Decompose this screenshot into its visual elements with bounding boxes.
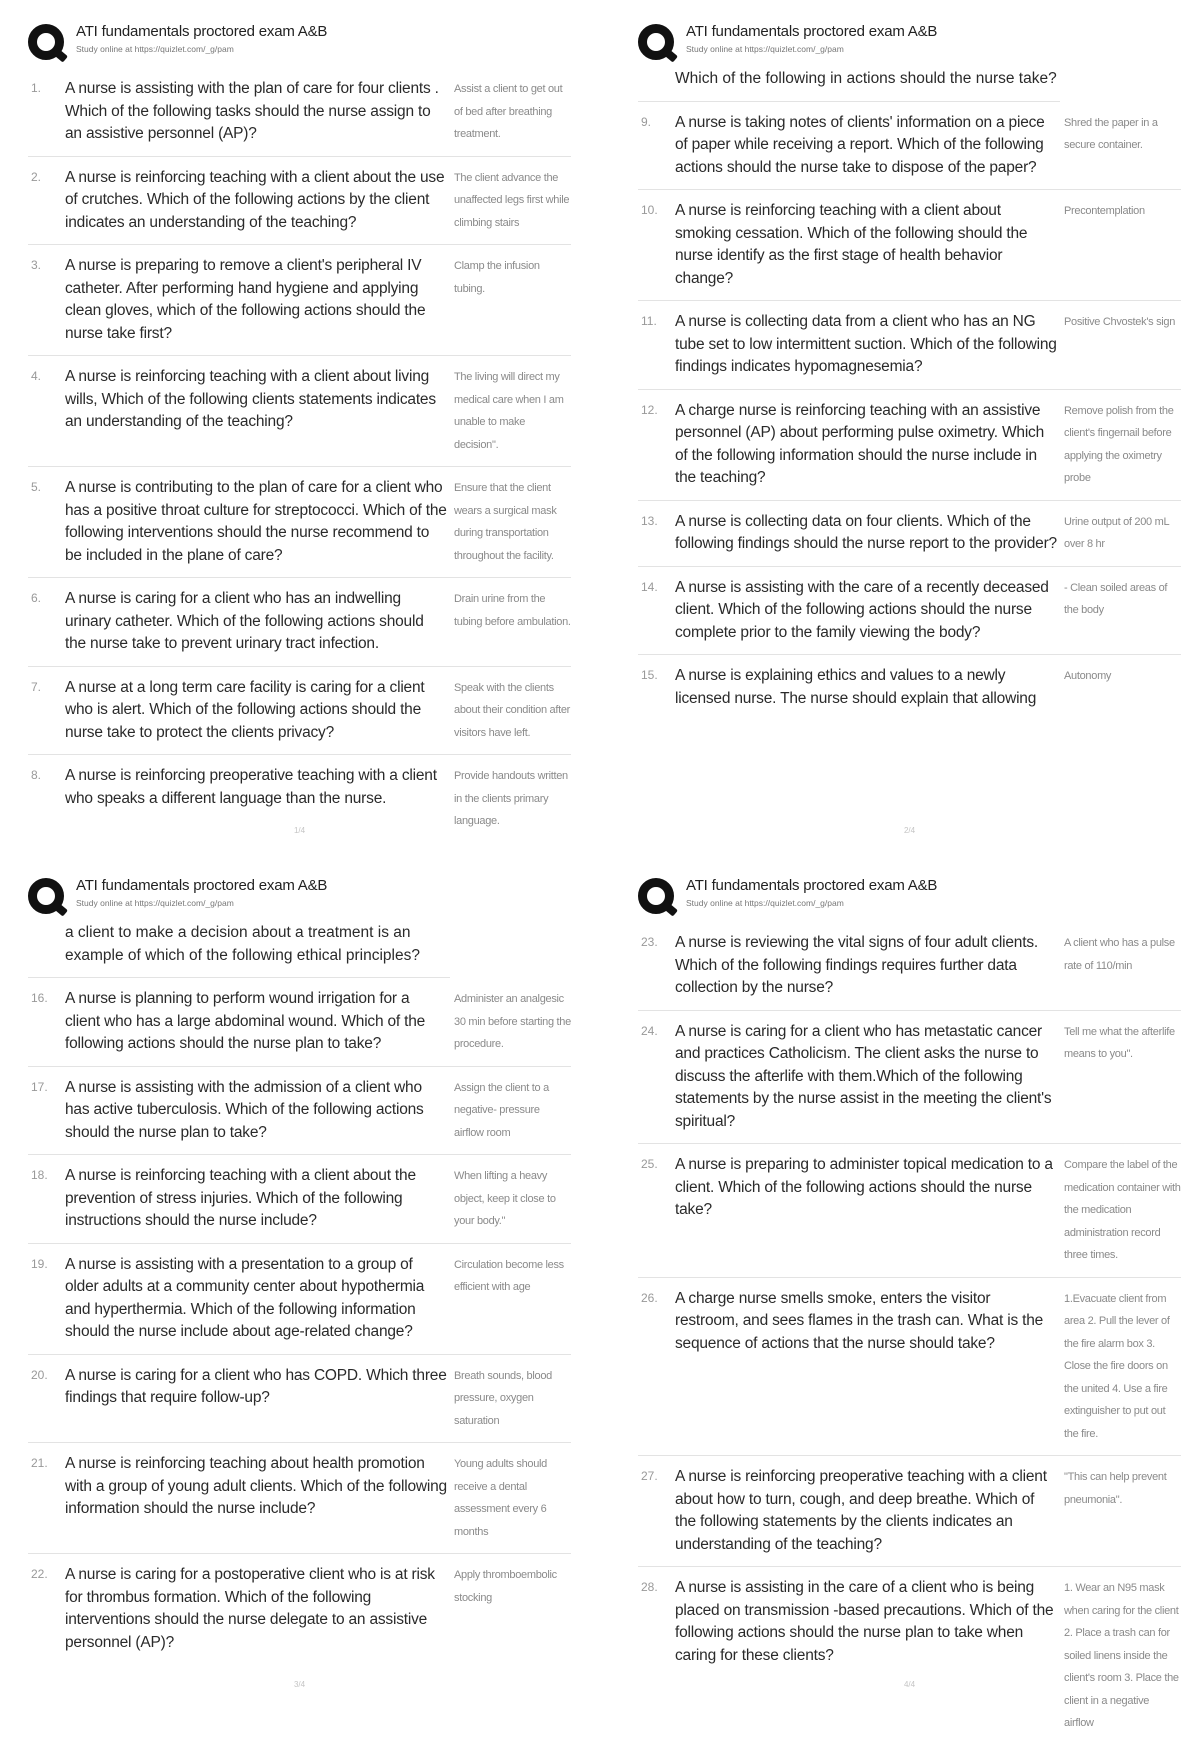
question-number: 23. — [641, 935, 658, 949]
answer-text: Apply thromboembolic stocking — [454, 1569, 557, 1604]
question-text: A nurse is collecting data from a client who has an NG tube set to low intermittent suction. Which of the following findings indicates hypomagnesemia? — [675, 313, 1057, 375]
question-row — [28, 245, 571, 356]
answer-text: 1.Evacuate client from area 2. Pull the lever of the fire alarm box 3. Close the fire doors on the united 4. Use a fire extinguisher to put out the fire. — [1064, 1292, 1170, 1440]
answer-text: 1. Wear an N95 mask when caring for the client 2. Place a trash can for soiled linens inside the client's room 3. Place the client in a negative airflow — [1064, 1582, 1179, 1729]
answer-text: Tell me what the afterlife means to you". — [1064, 1025, 1175, 1060]
question-text: A nurse at a long term care facility is caring for a client who is alert. Which of the following actions should the nurse take to protect the clients privacy? — [65, 678, 425, 741]
quizlet-logo-icon — [638, 24, 674, 60]
question-number: 10. — [641, 203, 658, 217]
question-text: A nurse is preparing to administer topical medication to a client. Which of the following actions should the nurse take? — [675, 1156, 1053, 1218]
question-text: A nurse is taking notes of clients' information on a piece of paper while receiving a report. Which of the following actions should the nurse take to dispose of the paper? — [675, 113, 1045, 176]
answer-text: Drain urine from the tubing before ambulation. — [454, 593, 571, 628]
question-number: 12. — [641, 402, 658, 417]
answer-text: Positive Chvostek's sign — [1064, 316, 1176, 328]
question-number: 27. — [641, 1469, 658, 1483]
question-number: 13. — [641, 513, 658, 528]
question-number: 15. — [641, 668, 658, 682]
question-text: A nurse is reinforcing teaching with a client about living wills, Which of the following clients statements indicates an understanding of the teaching? — [65, 368, 436, 430]
question-number: 7. — [31, 679, 42, 694]
question-number: 21. — [31, 1456, 48, 1470]
question-row — [638, 390, 1181, 501]
page-number: 2/4 — [903, 826, 916, 835]
answer-text: Ensure that the client wears a surgical mask during transportation throughout the facility. — [454, 482, 557, 562]
question-text: A nurse is assisting with the plan of care for four clients . Which of the following tasks should the nurse assign to an assistive personnel (AP)? — [65, 80, 439, 142]
question-text: A nurse is preparing to remove a client's peripheral IV catheter. After performing hand hygiene and applying clean gloves, which of the following actions should the nurse take first? — [65, 257, 426, 342]
question-text: A nurse is reinforcing teaching with a client about the use of crutches. Which of the following actions by the client indicates an understanding of the teaching? — [65, 168, 445, 231]
page-source: Study online at https://quizlet.com/_g/pam — [76, 898, 234, 908]
question-row — [28, 467, 571, 578]
question-number: 9. — [641, 114, 652, 129]
answer-text: The living will direct my medical care when I am unable to make decision". — [454, 371, 564, 451]
page-source: Study online at https://quizlet.com/_g/pam — [76, 44, 234, 54]
answer-text: Speak with the clients about their condition after visitors have left. — [454, 681, 571, 739]
answer-text: Administer an analgesic 30 min before starting the procedure. — [454, 993, 571, 1050]
page-title: ATI fundamentals proctored exam A&B — [76, 877, 328, 894]
question-text: A nurse is assisting with the care of a recently deceased client. Which of the following actions should the nurse complete prior to the family viewing the body? — [675, 578, 1049, 641]
question-text: A nurse is reinforcing preoperative teaching with a client who speaks a different language than the nurse. — [65, 767, 437, 807]
question-row — [28, 157, 571, 246]
question-number: 28. — [641, 1580, 658, 1594]
answer-text: Clamp the infusion tubing. — [454, 260, 540, 295]
quizlet-logo-icon — [28, 24, 64, 60]
question-row — [28, 1067, 571, 1156]
question-continuation: Which of the following in actions should the nurse take? — [638, 68, 1060, 102]
question-number: 17. — [31, 1079, 48, 1094]
question-text: A nurse is explaining ethics and values to a newly licensed nurse. The nurse should explain that allowing — [675, 667, 1037, 707]
answer-text: The client advance the unaffected legs first while climbing stairs — [454, 171, 570, 229]
question-text: A nurse is reviewing the vital signs of four adult clients. Which of the following findings requires further data collection by the nurse? — [675, 934, 1038, 996]
answer-text: Young adults should receive a dental assessment every 6 months — [454, 1458, 547, 1538]
question-text: A charge nurse smells smoke, enters the visitor restroom, and sees flames in the trash can. What is the sequence of actions that the nurse should take? — [675, 1289, 1044, 1352]
question-text: A nurse is contributing to the plan of care for a client who has a positive throat culture for streptococci. Which of the following interventions should the nurse recommend to be included in the plane of care? — [65, 479, 447, 564]
question-text: A nurse is assisting with the admission of a client who has active tuberculosis. Which of the following actions should the nurse plan to take? — [65, 1078, 424, 1141]
answer-text: Assist a client to get out of bed after breathing treatment. — [454, 83, 563, 140]
question-number: 16. — [31, 991, 48, 1005]
question-row — [28, 978, 571, 1067]
page-number: 4/4 — [903, 1680, 916, 1689]
page-header — [638, 876, 1181, 922]
question-row — [638, 655, 1181, 720]
question-number: 6. — [31, 591, 42, 605]
page-number: 3/4 — [293, 1680, 306, 1689]
question-number: 1. — [31, 81, 42, 95]
question-number: 2. — [31, 169, 42, 184]
quizlet-logo-icon — [638, 878, 674, 914]
question-row — [28, 1355, 571, 1444]
question-row — [638, 190, 1181, 301]
question-row — [638, 1278, 1181, 1457]
question-number: 8. — [31, 768, 42, 782]
question-text: A nurse is planning to perform wound irrigation for a client who has a large abdominal wound. Which of the following actions should the nurse plan to take? — [65, 990, 426, 1052]
question-number: 25. — [641, 1157, 658, 1171]
answer-text: Remove polish from the client's fingernail before applying the oximetry probe — [1064, 404, 1174, 484]
question-row — [28, 667, 571, 756]
question-text: A nurse is collecting data on four clients. Which of the following findings should the nurse report to the provider? — [675, 512, 1057, 552]
answer-text: - Clean soiled areas of the body — [1064, 581, 1168, 616]
question-number: 4. — [31, 369, 42, 383]
question-row — [638, 501, 1181, 567]
question-list — [638, 102, 1181, 721]
page-header — [638, 22, 1181, 68]
document-page — [12, 862, 587, 1707]
question-text: A nurse is caring for a client who has COPD. Which three findings that require follow-up? — [65, 1366, 447, 1406]
question-text: A nurse is reinforcing teaching with a client about smoking cessation. Which of the following should the nurse identify as the first stage of health behavior change? — [675, 202, 1028, 287]
question-row — [638, 567, 1181, 656]
page-header — [28, 876, 571, 922]
question-row — [28, 1443, 571, 1554]
question-number: 24. — [641, 1023, 658, 1038]
question-row — [28, 356, 571, 467]
answer-text: Provide handouts written in the clients primary language. — [454, 770, 568, 827]
question-number: 22. — [31, 1567, 48, 1581]
question-row — [638, 1144, 1181, 1278]
question-row — [28, 578, 571, 667]
question-text: A nurse is reinforcing teaching about health promotion with a group of young adult clients. Which of the following information should the nurse include? — [65, 1455, 447, 1517]
question-number: 14. — [641, 579, 658, 594]
answer-text: Assign the client to a negative- pressure airflow room — [454, 1081, 549, 1139]
question-row — [638, 1011, 1181, 1145]
answer-text: Precontemplation — [1064, 205, 1145, 217]
question-number: 19. — [31, 1256, 48, 1271]
question-text: A nurse is caring for a postoperative client who is at risk for thrombus formation. Which of the following interventions should the nurse delegate to an assistive personnel (AP)? — [65, 1566, 435, 1651]
question-row — [28, 1155, 571, 1244]
document-page — [622, 8, 1197, 853]
quizlet-logo-icon — [28, 878, 64, 914]
question-number: 26. — [641, 1290, 658, 1305]
question-text: A nurse is assisting in the care of a client who is being placed on transmission -based precautions. Which of the following actions should the nurse plan to take when caring for these clients? — [675, 1579, 1054, 1664]
question-continuation: a client to make a decision about a treatment is an example of which of the following ethical principles? — [28, 922, 450, 978]
question-row — [638, 301, 1181, 390]
question-row — [28, 68, 571, 157]
answer-text: A client who has a pulse rate of 110/min — [1064, 937, 1175, 972]
answer-text: When lifting a heavy object, keep it close to your body." — [454, 1170, 556, 1227]
question-list — [28, 68, 571, 843]
page-title: ATI fundamentals proctored exam A&B — [686, 877, 938, 894]
question-text: A charge nurse is reinforcing teaching with an assistive personnel (AP) about performing pulse oximetry. Which of the following information should the nurse include in the teaching? — [675, 401, 1045, 486]
page-title: ATI fundamentals proctored exam A&B — [76, 23, 328, 40]
page-source: Study online at https://quizlet.com/_g/pam — [686, 44, 844, 54]
document-page — [12, 8, 587, 853]
page-source: Study online at https://quizlet.com/_g/pam — [686, 898, 844, 908]
question-row — [638, 102, 1181, 191]
question-number: 11. — [641, 314, 657, 328]
page-title: ATI fundamentals proctored exam A&B — [686, 23, 938, 40]
answer-text: Urine output of 200 mL over 8 hr — [1064, 515, 1169, 550]
question-text: A nurse is reinforcing teaching with a client about the prevention of stress injuries. Which of the following instructions should the nurse include? — [65, 1167, 416, 1229]
page-number: 1/4 — [293, 826, 306, 835]
question-text: A nurse is caring for a client who has metastatic cancer and practices Catholicism. The client asks the nurse to discuss the afterlife with them.Which of the following statements by the nurse assist in the meeting the client's spiritual? — [675, 1022, 1052, 1130]
question-row — [638, 1567, 1181, 1745]
question-row — [638, 1456, 1181, 1567]
answer-text: Breath sounds, blood pressure, oxygen saturation — [454, 1369, 552, 1427]
question-number: 3. — [31, 258, 42, 272]
page-header — [28, 22, 571, 68]
question-list — [28, 978, 571, 1664]
question-row — [638, 922, 1181, 1011]
answer-text: Circulation become less efficient with age — [454, 1258, 564, 1293]
question-number: 5. — [31, 480, 42, 494]
document-page — [622, 862, 1197, 1729]
question-row — [28, 1554, 571, 1664]
question-list — [638, 922, 1181, 1745]
answer-text: Autonomy — [1064, 670, 1112, 682]
answer-text: Shred the paper in a secure container. — [1064, 116, 1158, 151]
question-text: A nurse is caring for a client who has an indwelling urinary catheter. Which of the following actions should the nurse take to prevent urinary tract infection. — [65, 590, 424, 652]
question-number: 18. — [31, 1168, 48, 1182]
question-text: A nurse is assisting with a presentation to a group of older adults at a community center about hypothermia and hyperthermia. Which of the following information should the nurse include about age-related change? — [65, 1255, 425, 1340]
question-text: A nurse is reinforcing preoperative teaching with a client about how to turn, cough, and deep breathe. Which of the following statements by the clients indicates an understanding of the teaching? — [675, 1468, 1047, 1553]
answer-text: Compare the label of the medication container with the medication administration record three times. — [1064, 1159, 1181, 1261]
question-row — [28, 1244, 571, 1355]
question-number: 20. — [31, 1367, 48, 1382]
answer-text: "This can help prevent pneumonia". — [1064, 1471, 1167, 1506]
